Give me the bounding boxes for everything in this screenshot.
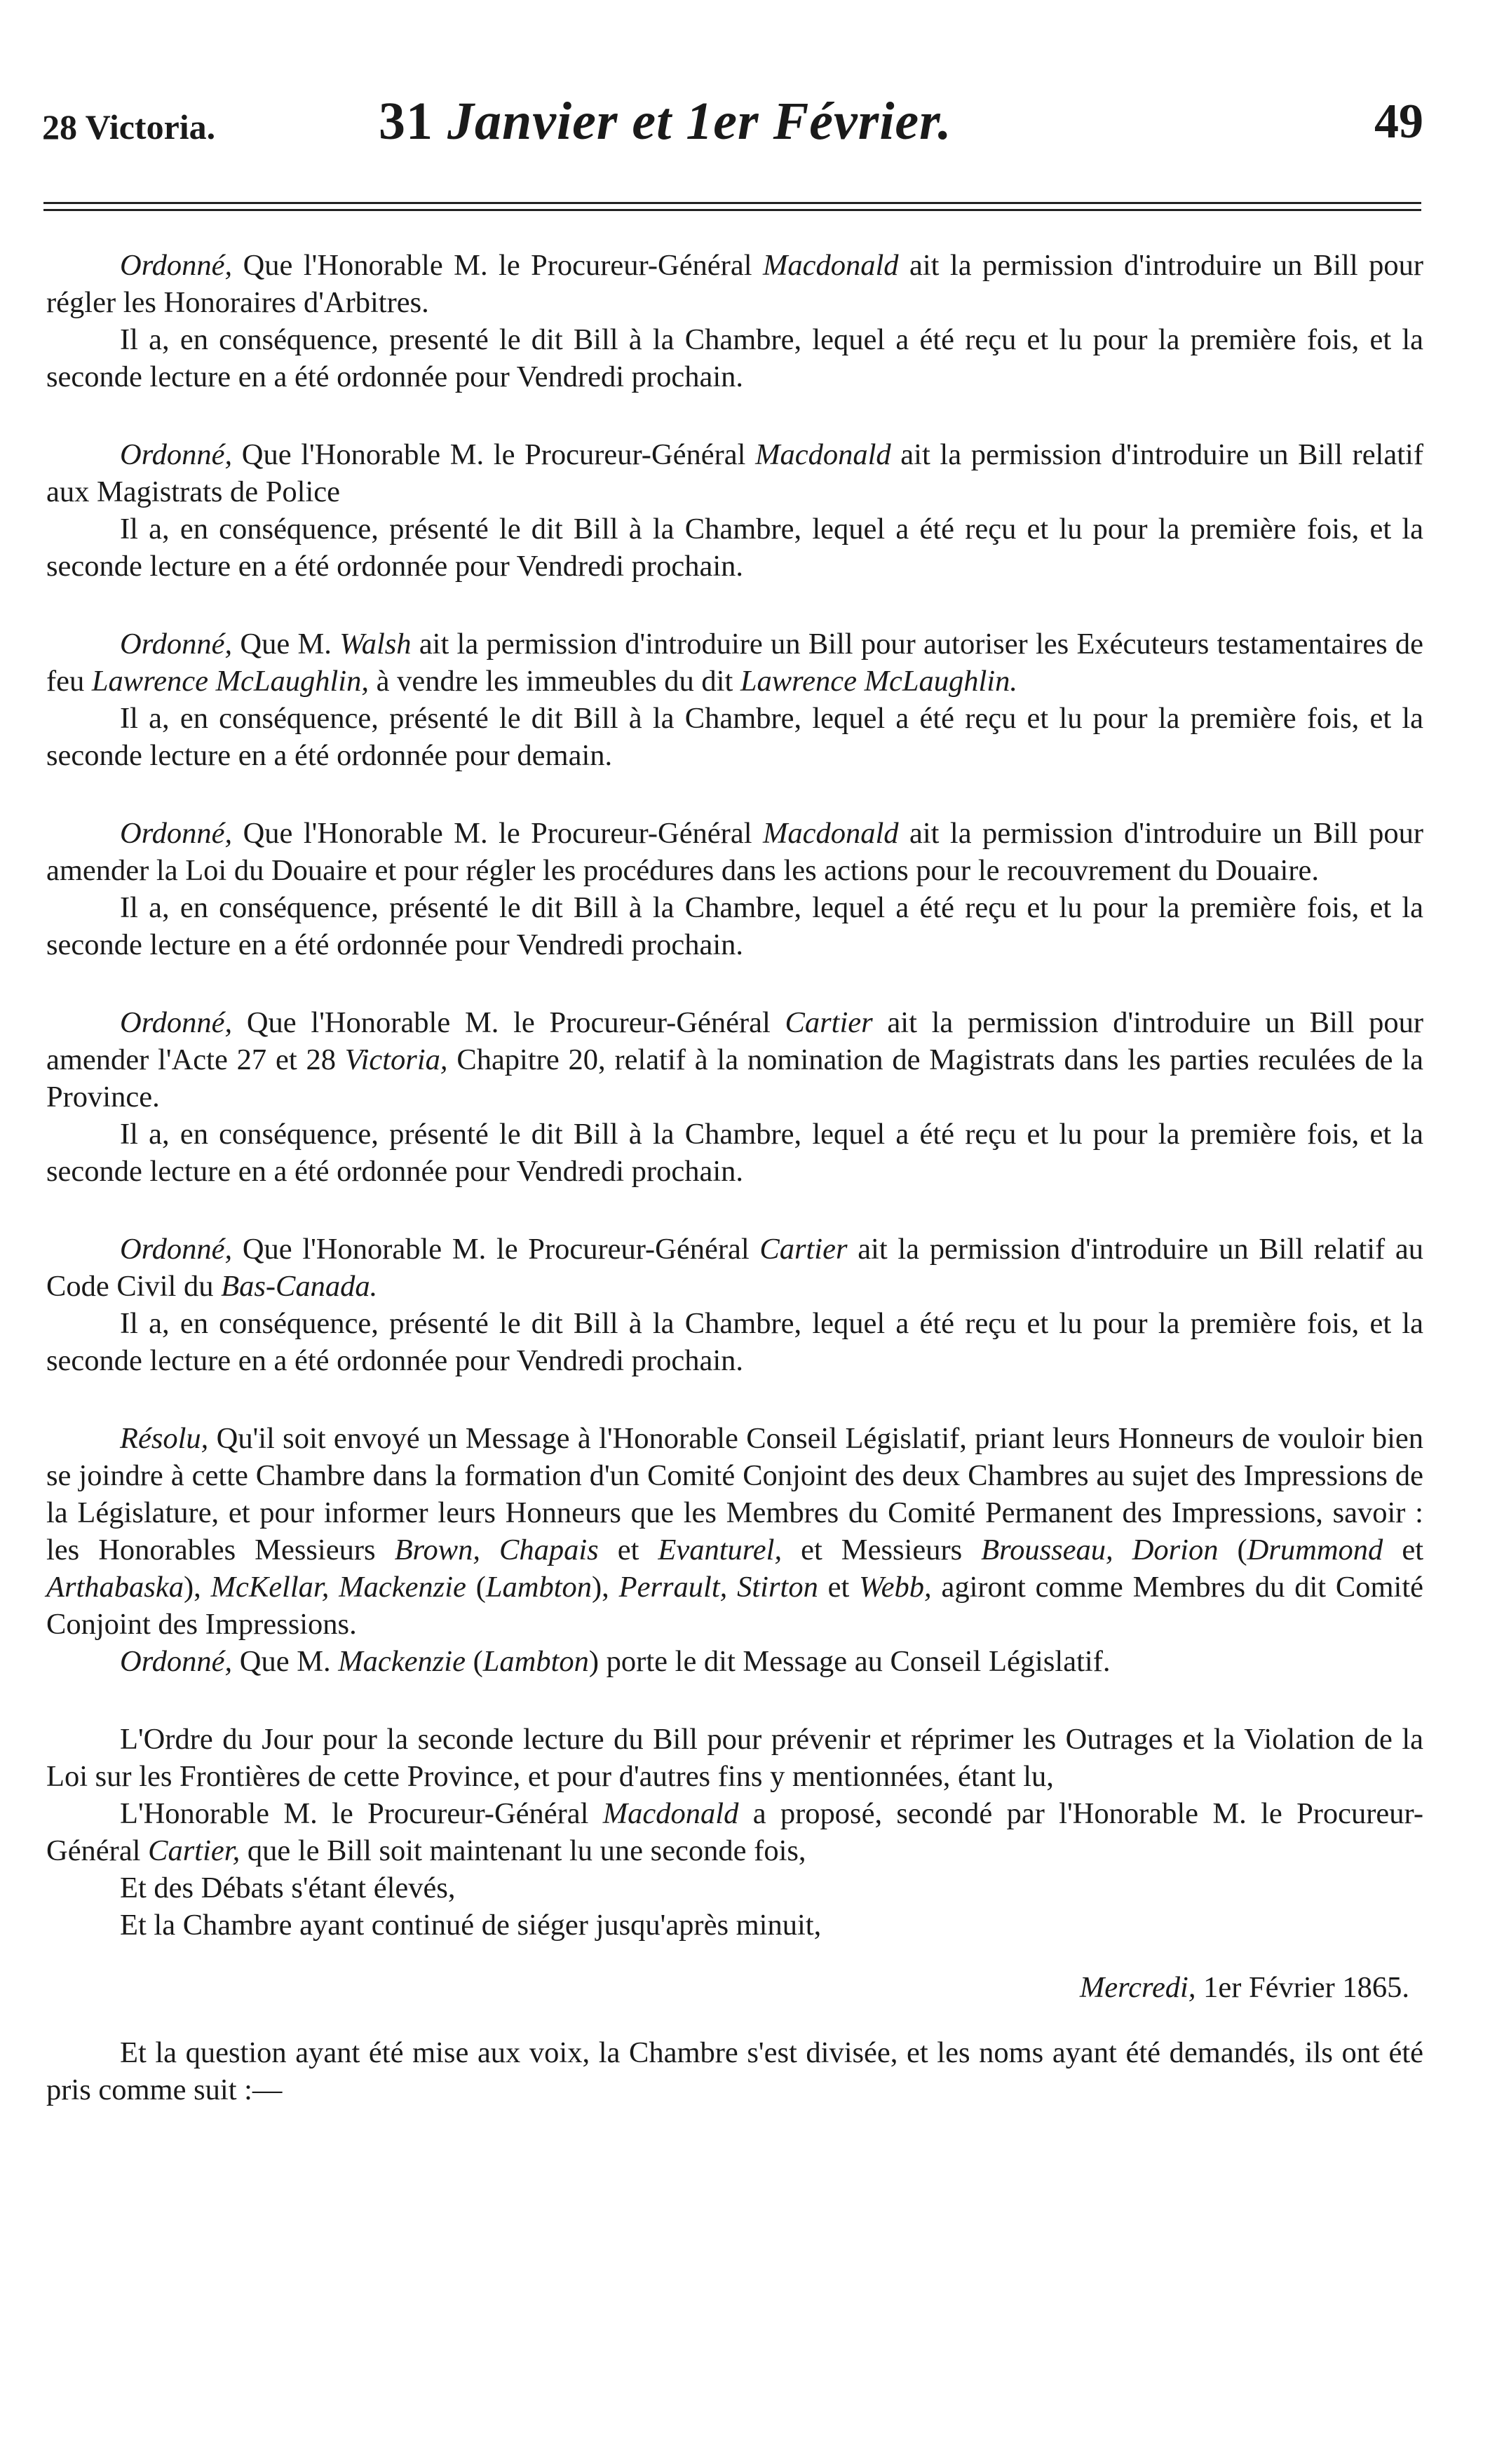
italic-text: Mercredi, [1079,1971,1196,2004]
italic-text: Macdonald [602,1797,739,1830]
text-run: Que M. [232,628,340,661]
text-run: ( [466,1571,486,1604]
text-run: Il a, en conséquence, présenté le dit Bill à la Chambre, lequel a été reçu et lu pour la première fois, et la seconde lecture en a été ordonnée pour Vendredi prochain. [46,1307,1423,1377]
italic-text: Ordonné, [120,1233,233,1266]
italic-text: Perrault, Stirton [618,1571,818,1604]
paragraph [46,889,1423,963]
italic-text: Ordonné, [120,249,233,282]
paragraph [46,1907,1423,1944]
paragraph [46,625,1423,700]
text-run: Il a, en conséquence, presenté le dit Bill à la Chambre, lequel a été reçu et lu pour la première fois, et la seconde lecture en a été ordonnée pour Vendredi prochain. [46,323,1423,393]
text-run: et [598,1534,658,1566]
italic-text: Ordonné, [120,628,233,661]
italic-text: Bas-Canada. [221,1270,378,1303]
text-run: et [818,1571,860,1604]
text-run: Il a, en conséquence, présenté le dit Bill à la Chambre, lequel a été reçu et lu pour la première fois, et la seconde lecture en a été ordonnée pour Vendredi prochain. [46,1118,1423,1188]
text-run: ( [465,1645,483,1678]
text-run: ait la permission d'introduire un Bill relatif au Code Civil du [46,1233,1423,1303]
proceeding-entry [46,815,1423,963]
page-date-title [379,91,952,152]
paragraph [46,321,1423,395]
text-run: Et la question ayant été mise aux voix, la Chambre s'est divisée, et les noms ayant été demandés, ils ont été pris comme suit :— [46,2036,1423,2106]
italic-text: Macdonald [762,817,899,850]
paragraph [46,1305,1423,1379]
regnal-year: 28 Victoria. [42,107,216,147]
paragraph [46,510,1423,585]
text-run: Et des Débats s'étant élevés, [120,1871,456,1904]
text-run: Il a, en conséquence, présenté le dit Bill à la Chambre, lequel a été reçu et lu pour la première fois, et la seconde lecture en a été ordonnée pour Vendredi prochain. [46,891,1423,961]
text-run: Que M. [232,1645,339,1678]
text-run: ait la permission d'introduire un Bill pour régler les Honoraires d'Arbitres. [46,249,1424,319]
header-rule-top [43,202,1421,204]
text-run: Que l'Honorable M. le Procureur-Général [232,1233,760,1266]
italic-text: Victoria, [344,1043,448,1076]
closing-paragraph [46,2034,1423,2108]
italic-text: McKellar, Mackenzie [210,1571,466,1604]
paragraph [46,1231,1423,1305]
italic-text: Ordonné, [120,1006,233,1039]
text-run: à vendre les immeubles du dit [368,665,740,698]
italic-text: Cartier [785,1006,873,1039]
paragraph [46,1116,1423,1190]
paragraph [46,1643,1423,1680]
text-run: 1er Février 1865. [1196,1971,1409,2004]
sitting-date [46,1969,1423,2006]
italic-text: Ordonné, [120,817,233,850]
header-rule-bottom [43,209,1421,211]
paragraph [46,700,1423,774]
text-run: a proposé, secondé par l'Honorable M. le Procureur-Général [46,1797,1424,1867]
text-run: ait la permission d'introduire un Bill pour amender l'Acte 27 et 28 [46,1006,1424,1076]
text-run: ), [183,1571,211,1604]
italic-text: Evanturel, [658,1534,783,1566]
text-run: ( [1218,1534,1247,1566]
text-run: Que l'Honorable M. le Procureur-Général [232,249,763,282]
paragraph [46,1721,1423,1795]
proceeding-entry [46,247,1423,395]
italic-text: Lawrence McLaughlin, [91,665,369,698]
proceeding-entry [46,625,1423,774]
page-number: 49 [1374,95,1423,149]
text-run: Que l'Honorable M. le Procureur-Général [232,438,756,471]
paragraph [46,1420,1423,1643]
text-run: ), [592,1571,619,1604]
text-run: Que l'Honorable M. le Procureur-Général [232,817,763,850]
italic-text: Walsh [339,628,412,661]
text-run: ) porte le dit Message au Conseil Législatif. [588,1645,1111,1678]
paragraph [46,1004,1423,1116]
text-run: et [1383,1534,1423,1566]
italic-text: Brousseau, Dorion [981,1534,1219,1566]
date-months: Janvier et 1er Février. [447,92,952,151]
paragraph [46,815,1423,889]
text-run: que le Bill soit maintenant lu une seconde fois, [240,1834,806,1867]
proceeding-entry [46,1420,1423,1680]
italic-text: Lawrence McLaughlin. [740,665,1017,698]
italic-text: Ordonné, [120,438,233,471]
text-run: Il a, en conséquence, présenté le dit Bill à la Chambre, lequel a été reçu et lu pour la première fois, et la seconde lecture en a été ordonnée pour Vendredi prochain. [46,513,1423,583]
italic-text: Mackenzie [338,1645,466,1678]
italic-text: Macdonald [755,438,891,471]
italic-text: Ordonné, [120,1645,233,1678]
text-run: L'Ordre du Jour pour la seconde lecture du Bill pour prévenir et réprimer les Outrages et la Violation de la Loi sur les Frontières de cette Province, et pour d'autres fins y mentionnées, étant lu, [46,1723,1423,1793]
italic-text: Lambton [482,1645,589,1678]
italic-text: Résolu, [120,1422,209,1455]
text-run: ait la permission d'introduire un Bill pour autoriser les Exécuteurs testamentaires de feu [46,628,1423,698]
italic-text: Lambton [485,1571,592,1604]
page-header [42,91,1423,161]
text-run: ait la permission d'introduire un Bill relatif aux Magistrats de Police [46,438,1423,508]
proceeding-entry [46,436,1423,585]
italic-text: Arthabaska [46,1571,184,1604]
text-run: Chapitre 20, relatif à la nomination de Magistrats dans les parties reculées de la Province. [46,1043,1423,1113]
proceeding-entry [46,1231,1423,1379]
date-day: 31 [379,92,433,151]
text-run: Et la Chambre ayant continué de siéger jusqu'après minuit, [120,1909,822,1942]
italic-text: Drummond [1247,1534,1383,1566]
text-run: L'Honorable M. le Procureur-Général [120,1797,603,1830]
text-run: Qu'il soit envoyé un Message à l'Honorable Conseil Législatif, priant leurs Honneurs de vouloir bien se joindre à cette Chambre dans la formation d'un Comité Conjoint des deux Chambres au sujet des Impressions de la Législature, et pour informer leurs Honneurs que les Membres du Comité Permanent des Impressions, savoir : les Honorables Messieurs [46,1422,1423,1566]
text-run: Que l'Honorable M. le Procureur-Général [232,1006,785,1039]
text-run: Il a, en conséquence, présenté le dit Bill à la Chambre, lequel a été reçu et lu pour la première fois, et la seconde lecture en a été ordonnée pour demain. [46,702,1423,772]
italic-text: Brown, Chapais [394,1534,599,1566]
paragraph [46,247,1423,321]
paragraph [46,436,1423,510]
proceeding-entry [46,1721,1423,1944]
text-run: agiront comme Membres du dit Comité Conjoint des Impressions. [46,1571,1424,1641]
proceeding-entry [46,1004,1423,1190]
italic-text: Cartier [759,1233,848,1266]
italic-text: Cartier, [148,1834,241,1867]
italic-text: Macdonald [762,249,899,282]
proceedings [46,247,1423,1944]
paragraph [46,2034,1423,2108]
paragraph [46,1869,1423,1907]
paragraph [46,1795,1423,1869]
italic-text: Webb, [859,1571,932,1604]
document-body [46,247,1423,2108]
text-run: et Messieurs [782,1534,982,1566]
text-run: ait la permission d'introduire un Bill pour amender la Loi du Douaire et pour régler les procédures dans les actions pour le recouvrement du Douaire. [46,817,1424,887]
